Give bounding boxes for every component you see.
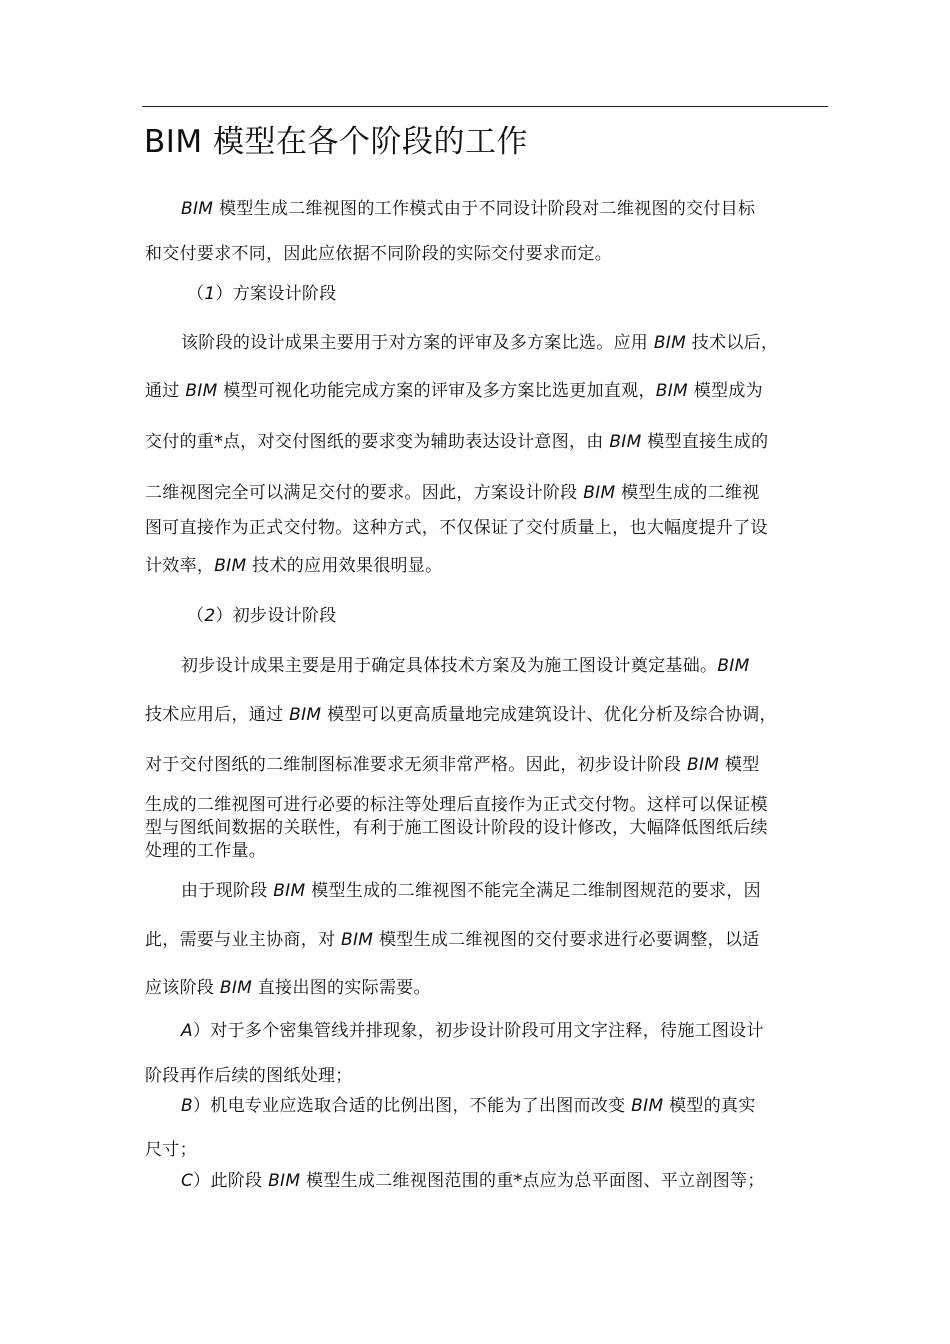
list-item-continuation: 阶段再作后续的图纸处理； xyxy=(145,1066,353,1086)
list-item: B）机电专业应选取合适的比例出图，不能为了出图而改变 BIM 模型的真实 xyxy=(181,1096,756,1116)
paragraph-line: 和交付要求不同，因此应依据不同阶段的实际交付要求而定。 xyxy=(145,244,613,264)
paragraph-line: 型与图纸间数据的关联性，有利于施工图设计阶段的设计修改，大幅降低图纸后续 xyxy=(145,818,768,838)
section-heading: （2）初步设计阶段 xyxy=(187,606,337,626)
paragraph-line: 计效率，BIM 技术的应用效果很明显。 xyxy=(145,556,443,576)
list-item-continuation: 尺寸； xyxy=(145,1140,197,1160)
paragraph-line: 对于交付图纸的二维制图标准要求无须非常严格。因此，初步设计阶段 BIM 模型 xyxy=(145,755,760,775)
paragraph-line: 交付的重*点，对交付图纸的要求变为辅助表达设计意图，由 BIM 模型直接生成的 xyxy=(145,432,769,452)
paragraph-line: 处理的工作量。 xyxy=(145,841,267,861)
paragraph-line: 初步设计成果主要是用于确定具体技术方案及为施工图设计奠定基础。BIM xyxy=(181,656,750,676)
paragraph-line: 由于现阶段 BIM 模型生成的二维视图不能完全满足二维制图规范的要求，因 xyxy=(181,881,761,901)
paragraph-line: 该阶段的设计成果主要用于对方案的评审及多方案比选。应用 BIM 技术以后， xyxy=(181,333,779,353)
header-rule xyxy=(142,106,828,107)
paragraph-line: 图可直接作为正式交付物。这种方式，不仅保证了交付质量上，也大幅度提升了设 xyxy=(145,518,768,538)
paragraph-line: 通过 BIM 模型可视化功能完成方案的评审及多方案比选更加直观，BIM 模型成为 xyxy=(145,381,763,401)
paragraph-line: 技术应用后，通过 BIM 模型可以更高质量地完成建筑设计、优化分析及综合协调， xyxy=(145,705,777,725)
paragraph-line: 生成的二维视图可进行必要的标注等处理后直接作为正式交付物。这样可以保证模 xyxy=(145,795,768,815)
paragraph-line: 此，需要与业主协商，对 BIM 模型生成二维视图的交付要求进行必要调整，以适 xyxy=(145,930,760,950)
paragraph-line: 二维视图完全可以满足交付的要求。因此，方案设计阶段 BIM 模型生成的二维视 xyxy=(145,483,760,503)
section-heading: （1）方案设计阶段 xyxy=(187,284,337,304)
list-item: A）对于多个密集管线并排现象，初步设计阶段可用文字注释，待施工图设计 xyxy=(181,1021,764,1041)
document-title: BIM 模型在各个阶段的工作 xyxy=(144,124,529,160)
paragraph-line: 应该阶段 BIM 直接出图的实际需要。 xyxy=(145,978,431,998)
list-item: C）此阶段 BIM 模型生成二维视图范围的重*点应为总平面图、平立剖图等； xyxy=(181,1171,765,1191)
paragraph-line: BIM 模型生成二维视图的工作模式由于不同设计阶段对二维视图的交付目标 xyxy=(181,199,756,219)
